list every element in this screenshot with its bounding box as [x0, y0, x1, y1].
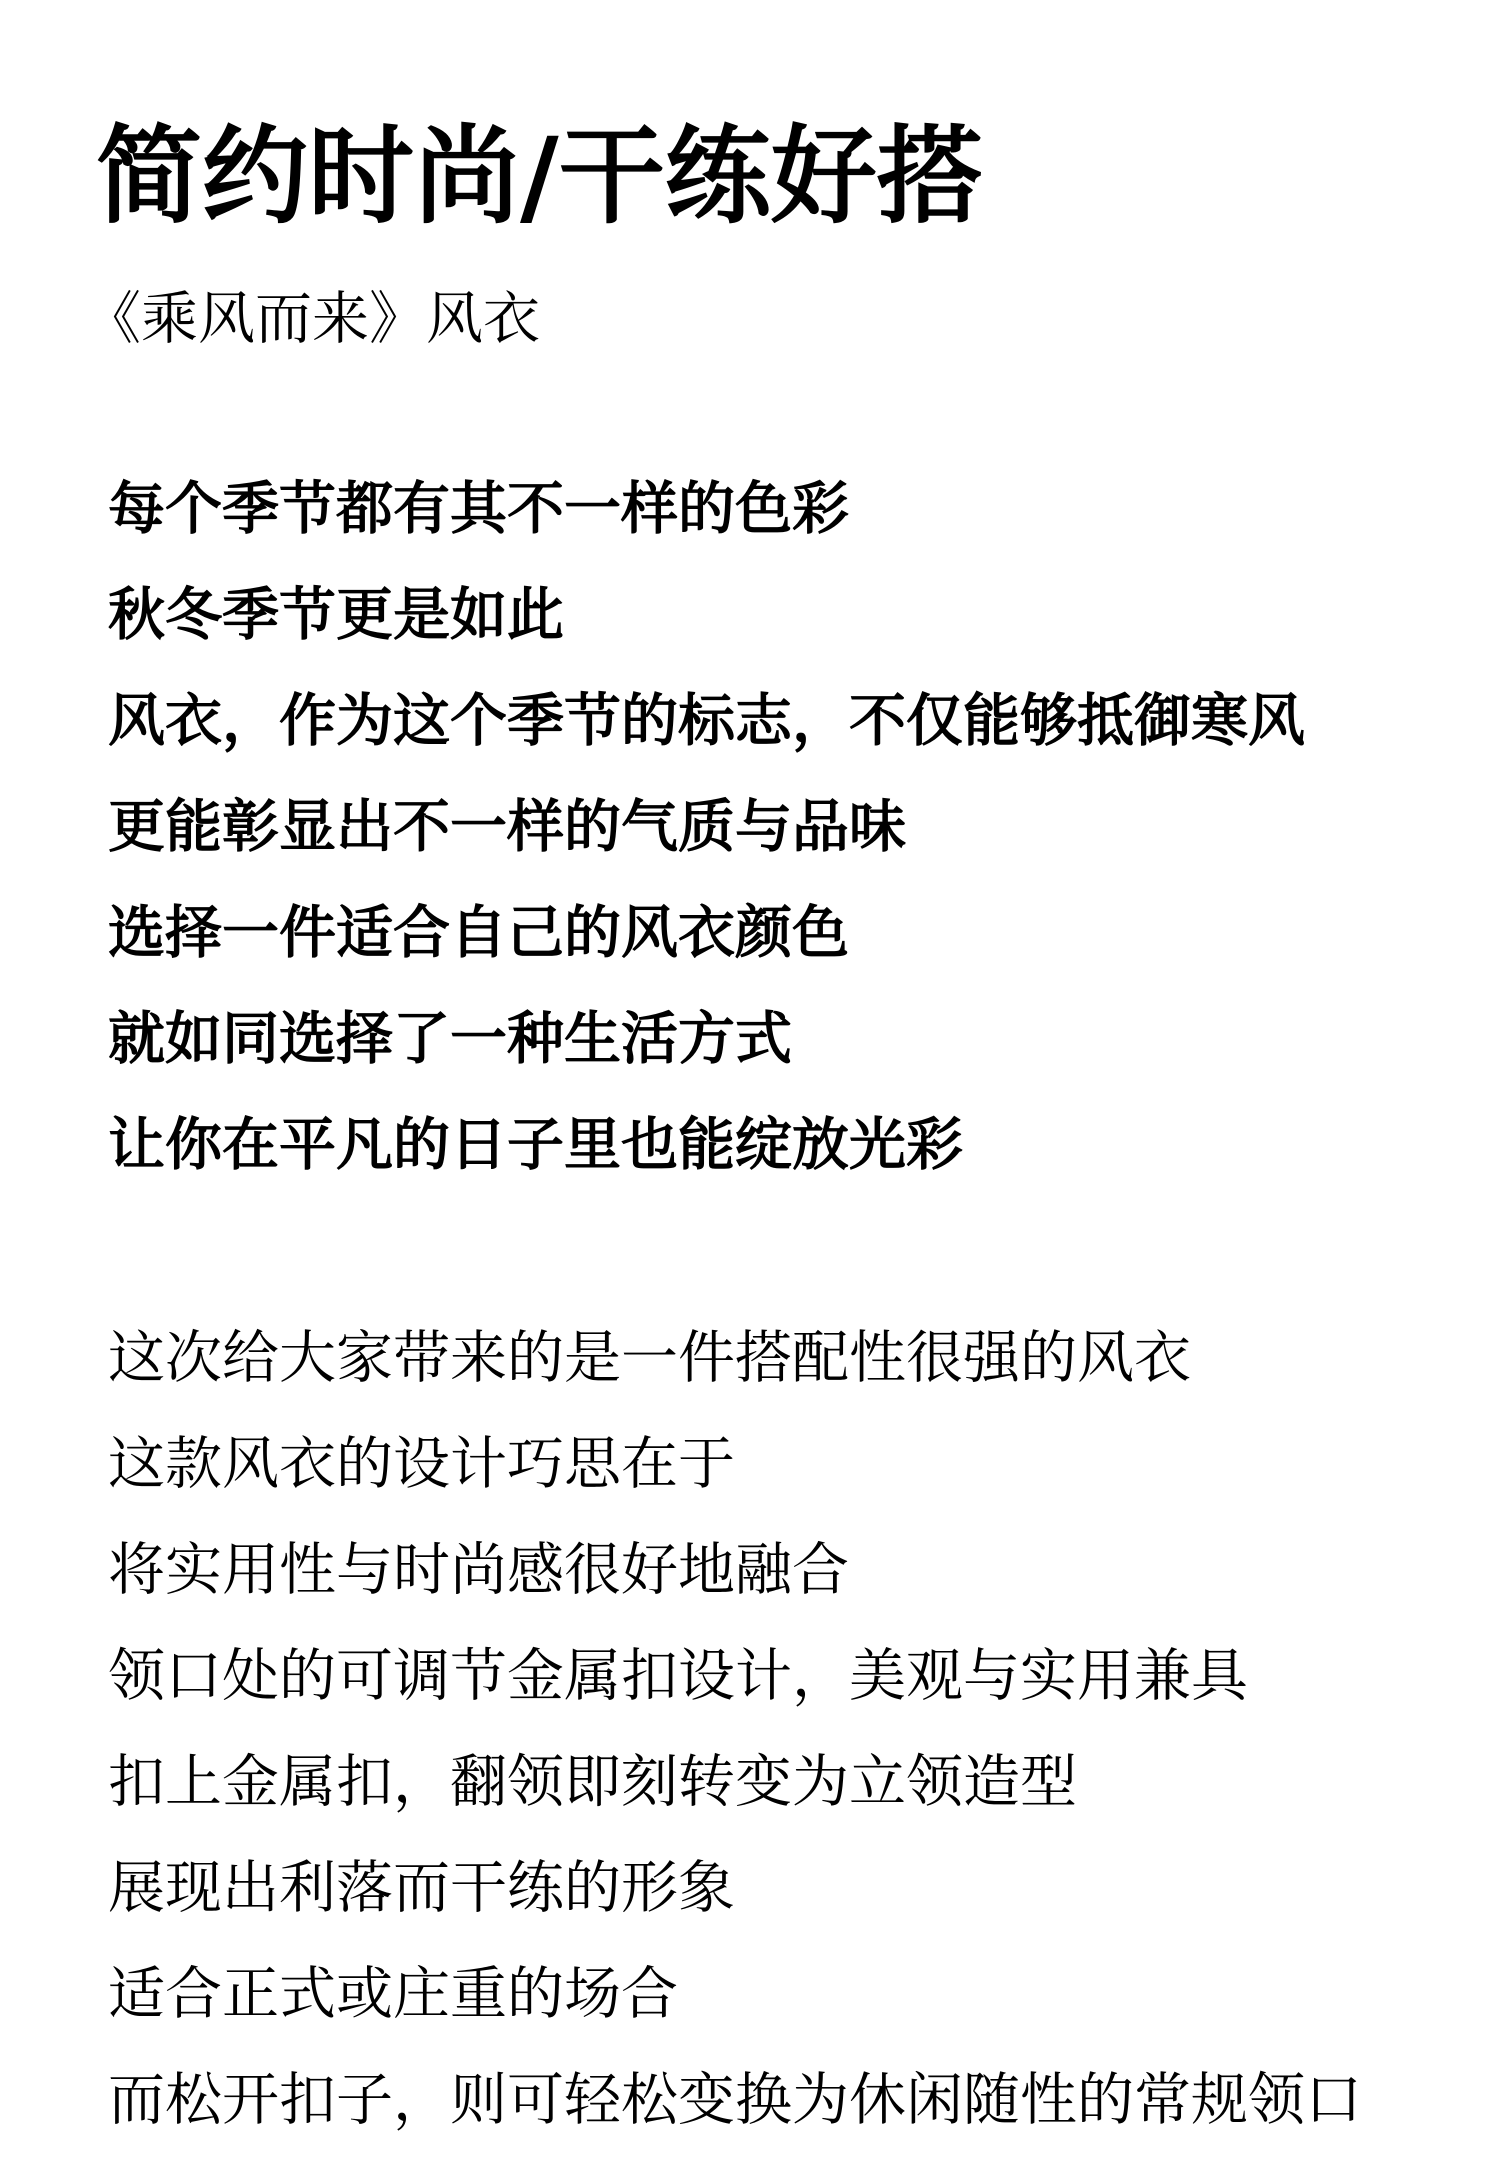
text-line: 风衣，作为这个季节的标志，不仅能够抵御寒风	[108, 688, 1305, 754]
text-line: 将实用性与时尚感很好地融合	[108, 1537, 849, 1603]
paragraph-block-1	[108, 474, 1305, 1216]
text-line: 扣上金属扣，翻领即刻转变为立领造型	[108, 1749, 1077, 1815]
page-subtitle: 《乘风而来》风衣	[84, 286, 540, 352]
text-line: 选择一件适合自己的风衣颜色	[108, 900, 849, 966]
text-line: 秋冬季节更是如此	[108, 582, 564, 648]
text-line: 每个季节都有其不一样的色彩	[108, 476, 849, 542]
text-line: 这款风衣的设计巧思在于	[108, 1431, 735, 1497]
page-title: 简约时尚/干练好搭	[96, 115, 983, 238]
paragraph-block-2	[108, 1323, 1362, 2171]
text-line: 而松开扣子，则可轻松变换为休闲随性的常规领口	[108, 2067, 1362, 2133]
text-line: 领口处的可调节金属扣设计，美观与实用兼具	[108, 1643, 1248, 1709]
text-line: 就如同选择了一种生活方式	[108, 1006, 792, 1072]
text-line: 更能彰显出不一样的气质与品味	[108, 794, 906, 860]
text-line: 让你在平凡的日子里也能绽放光彩	[108, 1112, 963, 1178]
text-line: 展现出利落而干练的形象	[108, 1855, 735, 1921]
text-line: 这次给大家带来的是一件搭配性很强的风衣	[108, 1325, 1191, 1391]
text-line: 适合正式或庄重的场合	[108, 1961, 678, 2027]
